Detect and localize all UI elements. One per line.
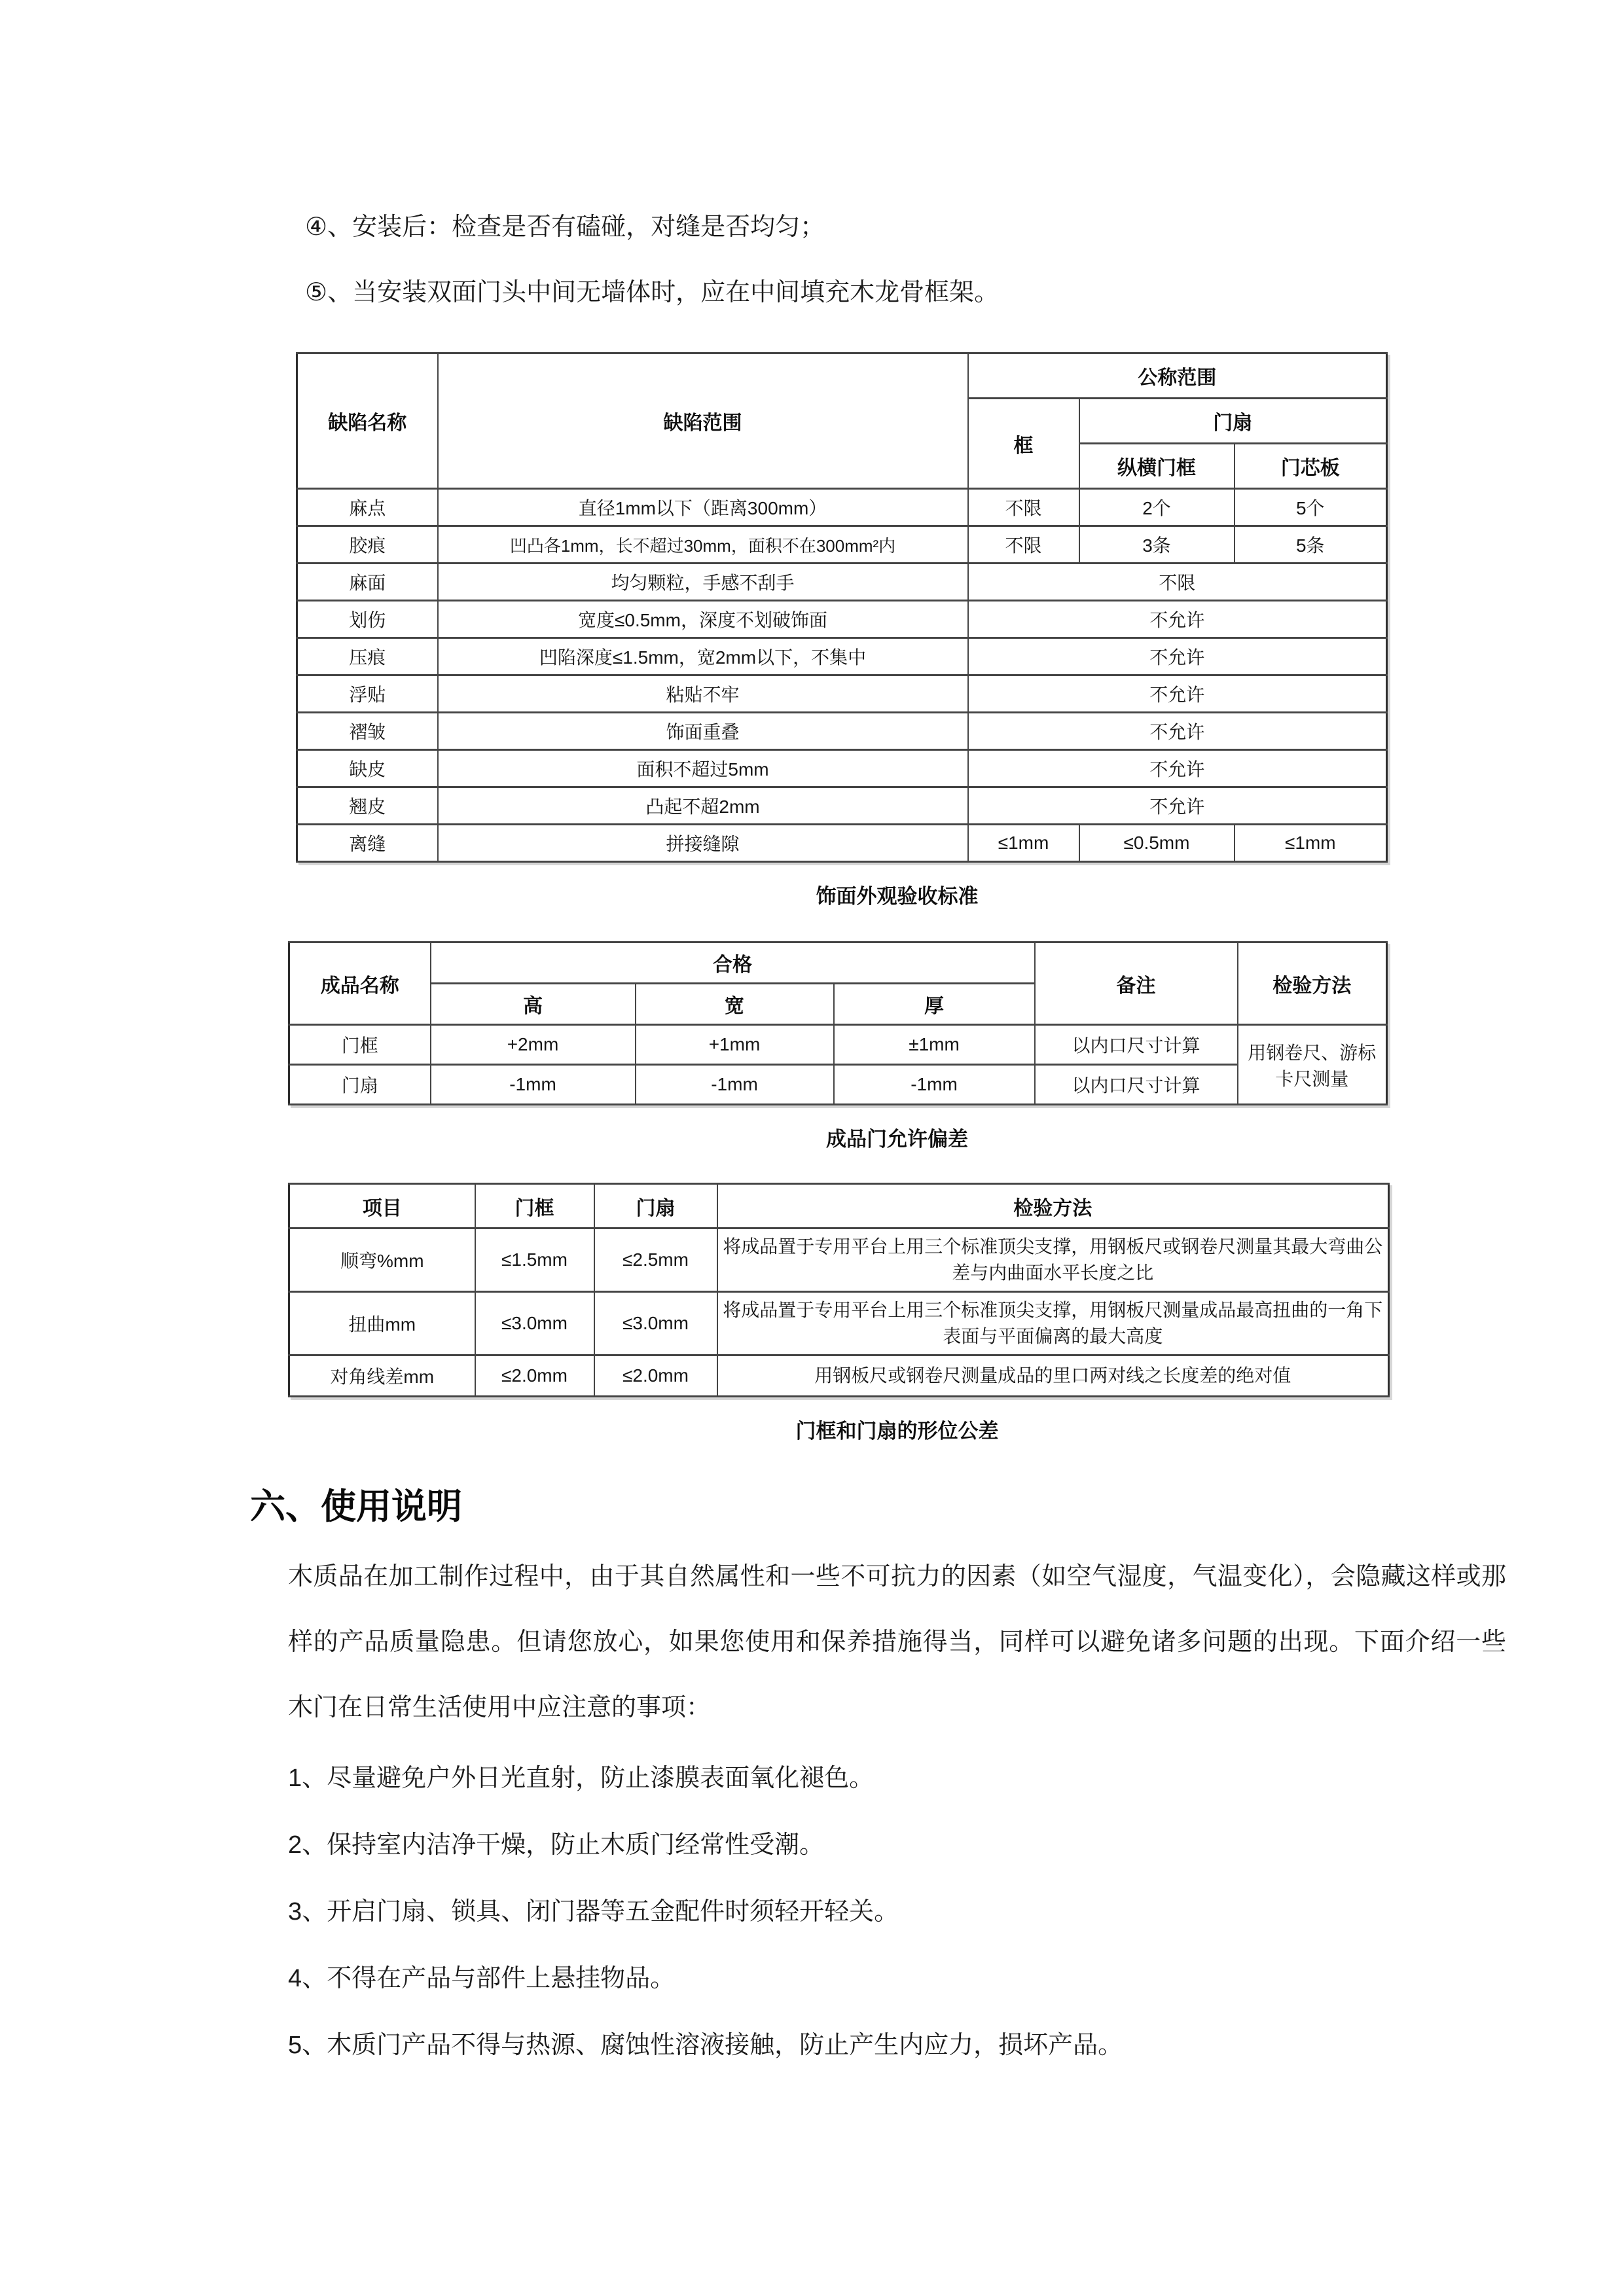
data-cell: 不限: [968, 564, 1387, 601]
header-cell: 成品名称: [289, 942, 431, 1025]
data-cell: 不限: [968, 526, 1079, 564]
data-cell: 不允许: [968, 601, 1387, 638]
table-caption-shape-tolerance: 门框和门扇的形位公差: [795, 1420, 999, 1443]
data-cell: 2个: [1079, 489, 1235, 526]
usage-item-1: 1、尽量避免户外日光直射，防止漆膜表面氧化褪色。: [288, 1765, 875, 1792]
data-cell: 凹凸各1mm，长不超过30mm，面积不在300mm²内: [438, 526, 968, 564]
usage-item-3: 3、开启门扇、锁具、闭门器等五金配件时须轻开轻关。: [288, 1898, 899, 1926]
header-cell: 门框: [475, 1184, 594, 1229]
data-cell: 宽度≤0.5mm，深度不划破饰面: [438, 601, 968, 638]
table-row: [289, 1355, 1389, 1397]
data-cell: 离缝: [297, 825, 438, 862]
header-cell: 合格: [431, 942, 1035, 984]
data-cell: 凹陷深度≤1.5mm，宽2mm以下，不集中: [438, 638, 968, 675]
data-cell: 凸起不超2mm: [438, 787, 968, 825]
data-cell: ≤3.0mm: [475, 1292, 594, 1355]
header-cell: 门扇: [1079, 399, 1387, 444]
table-row: [297, 526, 1387, 564]
section-heading-usage: 六、使用说明: [250, 1487, 462, 1526]
header-cell: 缺陷名称: [297, 353, 438, 489]
data-cell: 拼接缝隙: [438, 825, 968, 862]
data-cell: 以内口尺寸计算: [1035, 1025, 1238, 1065]
data-cell: 5个: [1235, 489, 1387, 526]
data-cell: -1mm: [636, 1065, 834, 1105]
data-cell: ≤3.0mm: [594, 1292, 717, 1355]
table-row: [289, 1229, 1389, 1292]
table-row: [289, 1065, 1387, 1105]
install-step-5: ⑤、当安装双面门头中间无墙体时，应在中间填充木龙骨框架。: [305, 279, 1000, 306]
header-cell: 宽: [636, 984, 834, 1025]
table-row: [289, 1025, 1387, 1065]
header-cell: 高: [431, 984, 636, 1025]
data-cell: 均匀颗粒，手感不刮手: [438, 564, 968, 601]
data-cell: 划伤: [297, 601, 438, 638]
data-cell: +2mm: [431, 1025, 636, 1065]
data-cell: 不允许: [968, 638, 1387, 675]
data-cell: ±1mm: [834, 1025, 1035, 1065]
data-cell: 不允许: [968, 675, 1387, 713]
header-cell: 厚: [834, 984, 1035, 1025]
header-cell: 门芯板: [1235, 444, 1387, 489]
data-cell: ≤1.5mm: [475, 1229, 594, 1292]
table-row: [297, 489, 1387, 526]
table-row: [297, 750, 1387, 787]
header-cell: 门扇: [594, 1184, 717, 1229]
table-row: [297, 564, 1387, 601]
finish-appearance-table: [296, 352, 1388, 863]
data-cell: 翘皮: [297, 787, 438, 825]
data-cell: ≤2.0mm: [594, 1355, 717, 1397]
data-cell: 不允许: [968, 750, 1387, 787]
data-cell: ≤2.5mm: [594, 1229, 717, 1292]
data-cell: 3条: [1079, 526, 1235, 564]
data-cell: 门框: [289, 1025, 431, 1065]
data-cell: 麻面: [297, 564, 438, 601]
data-cell: 直径1mm以下（距离300mm）: [438, 489, 968, 526]
data-cell: 不允许: [968, 713, 1387, 750]
table-caption-finish-appearance: 饰面外观验收标准: [816, 885, 979, 908]
data-cell: 5条: [1235, 526, 1387, 564]
data-cell: ≤2.0mm: [475, 1355, 594, 1397]
header-cell: 项目: [289, 1184, 475, 1229]
table-row: [297, 825, 1387, 862]
data-cell: ≤1mm: [1235, 825, 1387, 862]
usage-item-4: 4、不得在产品与部件上悬挂物品。: [288, 1965, 676, 1992]
data-cell: ≤1mm: [968, 825, 1079, 862]
header-cell: 缺陷范围: [438, 353, 968, 489]
usage-item-2: 2、保持室内洁净干燥，防止木质门经常性受潮。: [288, 1831, 825, 1859]
header-cell: 检验方法: [717, 1184, 1389, 1229]
table-row: [297, 675, 1387, 713]
table-row: [297, 787, 1387, 825]
data-cell: 面积不超过5mm: [438, 750, 968, 787]
data-cell: 门扇: [289, 1065, 431, 1105]
usage-item-5: 5、木质门产品不得与热源、腐蚀性溶液接触，防止产生内应力，损坏产品。: [288, 2032, 1123, 2059]
data-cell: 用钢板尺或钢卷尺测量成品的里口两对线之长度差的绝对值: [717, 1355, 1389, 1397]
data-cell: 将成品置于专用平台上用三个标准顶尖支撑，用钢板尺测量成品最高扭曲的一角下表面与平面偏离的最大高度: [717, 1292, 1389, 1355]
data-cell: 压痕: [297, 638, 438, 675]
shape-tolerance-table: [288, 1183, 1390, 1397]
header-cell: 备注: [1035, 942, 1238, 1025]
data-cell: 扭曲mm: [289, 1292, 475, 1355]
table-row: [297, 713, 1387, 750]
data-cell: 胶痕: [297, 526, 438, 564]
data-cell: 缺皮: [297, 750, 438, 787]
header-cell: 公称范围: [968, 353, 1387, 399]
data-cell: 顺弯%mm: [289, 1229, 475, 1292]
table-row: [297, 638, 1387, 675]
data-cell: 褶皱: [297, 713, 438, 750]
data-cell: 浮贴: [297, 675, 438, 713]
header-cell: 框: [968, 399, 1079, 489]
install-step-4: ④、安装后：检查是否有磕碰，对缝是否均匀；: [305, 213, 825, 241]
data-cell: 以内口尺寸计算: [1035, 1065, 1238, 1105]
usage-intro-paragraph: 木质品在加工制作过程中，由于其自然属性和一些不可抗力的因素（如空气湿度，气温变化），会隐藏这样或那样的产品质量隐患。但请您放心，如果您使用和保养措施得当，同样可以避免诸多问题的出现。下面介绍一些木门在日常生活使用中应注意的事项：: [288, 1563, 1506, 1721]
data-cell: 不允许: [968, 787, 1387, 825]
data-cell: 不限: [968, 489, 1079, 526]
data-cell: ≤0.5mm: [1079, 825, 1235, 862]
data-cell: 将成品置于专用平台上用三个标准顶尖支撑，用钢板尺或钢卷尺测量其最大弯曲公差与内曲面水平长度之比: [717, 1229, 1389, 1292]
data-cell: -1mm: [431, 1065, 636, 1105]
data-cell: 麻点: [297, 489, 438, 526]
table-caption-door-deviation: 成品门允许偏差: [826, 1128, 968, 1151]
data-cell: 饰面重叠: [438, 713, 968, 750]
data-cell: 粘贴不牢: [438, 675, 968, 713]
table-row: [289, 1292, 1389, 1355]
data-cell: +1mm: [636, 1025, 834, 1065]
header-cell: 纵横门框: [1079, 444, 1235, 489]
table-row: [297, 601, 1387, 638]
header-cell: 检验方法: [1238, 942, 1387, 1025]
data-cell: 对角线差mm: [289, 1355, 475, 1397]
finished-door-deviation-table: [288, 941, 1388, 1105]
data-cell: -1mm: [834, 1065, 1035, 1105]
data-cell: 用钢卷尺、游标卡尺测量: [1238, 1025, 1387, 1105]
